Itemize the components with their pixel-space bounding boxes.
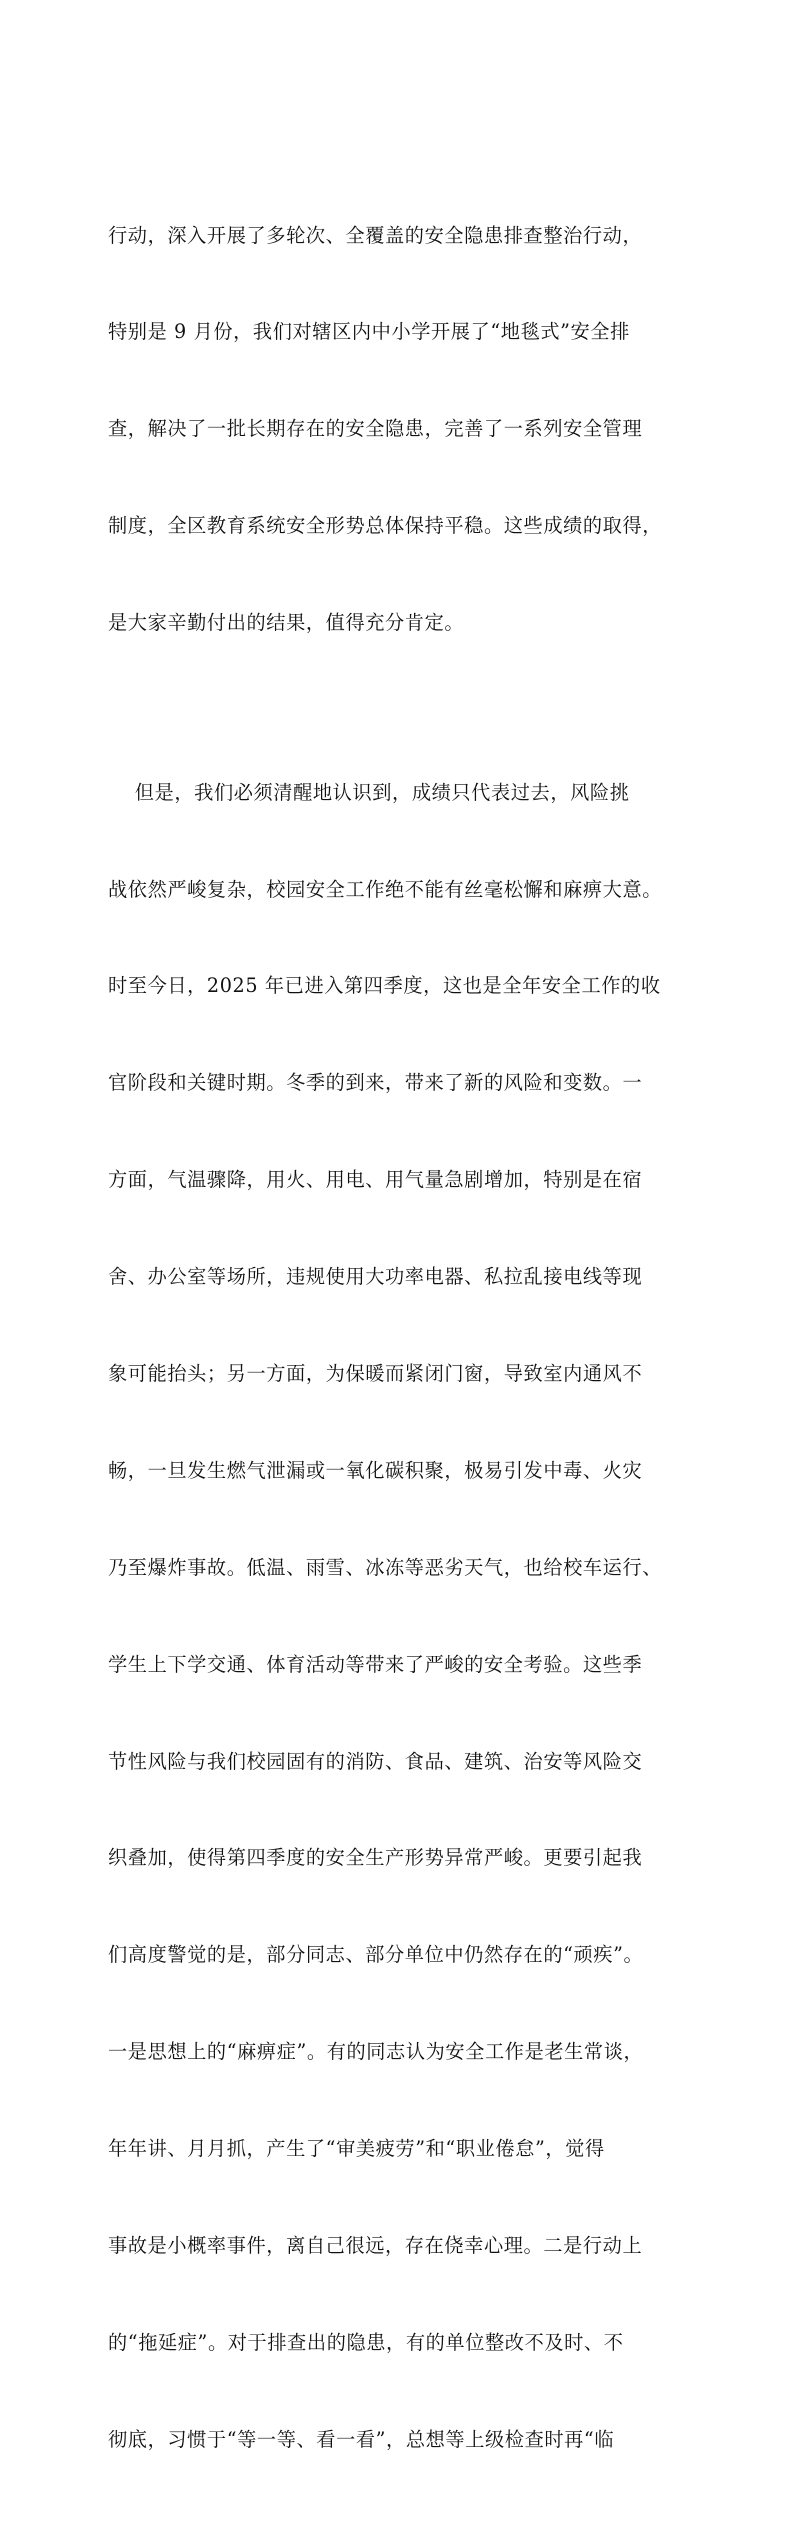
paragraph-line: 是大家辛勤付出的结果，值得充分肯定。 bbox=[108, 611, 465, 635]
paragraph-line: 舍、办公室等场所，违规使用大功率电器、私拉乱接电线等现 bbox=[108, 1265, 643, 1289]
paragraph-line: 畅，一旦发生燃气泄漏或一氧化碳积聚，极易引发中毒、火灾 bbox=[108, 1458, 643, 1482]
paragraph-line: 官阶段和关键时期。冬季的到来，带来了新的风险和变数。一 bbox=[108, 1071, 643, 1095]
paragraph-line: 织叠加，使得第四季度的安全生产形势异常严峻。更要引起我 bbox=[108, 1846, 643, 1870]
paragraph-line: 彻底，习惯于“等一等、看一看”，总想等上级检查时再“临 bbox=[108, 2427, 615, 2451]
paragraph-line: 学生上下学交通、体育活动等带来了严峻的安全考验。这些季 bbox=[108, 1652, 643, 1676]
paragraph-line: 时至今日，2025 年已进入第四季度，这也是全年安全工作的收 bbox=[108, 974, 661, 998]
paragraph-1 bbox=[108, 155, 686, 704]
paragraph-line: 事故是小概率事件，离自己很远，存在侥幸心理。二是行动上 bbox=[108, 2234, 643, 2257]
paragraph-line: 年年讲、月月抓，产生了“审美疲劳”和“职业倦怠”，觉得 bbox=[108, 2137, 605, 2161]
paragraph-line: 制度，全区教育系统安全形势总体保持平稳。这些成绩的取得， bbox=[108, 514, 663, 538]
paragraph-line: 特别是 9 月份，我们对辖区内中小学开展了“地毯式”安全排 bbox=[108, 320, 630, 344]
paragraph-line: 战依然严峻复杂，校园安全工作绝不能有丝毫松懈和麻痹大意。 bbox=[108, 877, 663, 901]
paragraph-line: 象可能抬头；另一方面，为保暖而紧闭门窗，导致室内通风不 bbox=[108, 1361, 643, 1385]
document-body bbox=[108, 155, 686, 2521]
paragraph-line: 方面，气温骤降，用火、用电、用气量急剧增加，特别是在宿 bbox=[108, 1168, 643, 1192]
paragraph-2 bbox=[108, 712, 686, 2521]
paragraph-line: 们高度警觉的是，部分同志、部分单位中仍然存在的“顽疾”。 bbox=[108, 1943, 644, 1967]
paragraph-line: 一是思想上的“麻痹症”。有的同志认为安全工作是老生常谈， bbox=[108, 2040, 644, 2064]
paragraph-line: 乃至爆炸事故。低温、雨雪、冰冻等恶劣天气，也给校车运行、 bbox=[108, 1555, 663, 1579]
paragraph-line: 但是，我们必须清醒地认识到，成绩只代表过去，风险挑 bbox=[108, 780, 630, 804]
paragraph-line: 行动，深入开展了多轮次、全覆盖的安全隐患排查整治行动， bbox=[108, 223, 643, 247]
paragraph-line: 的“拖延症”。对于排查出的隐患，有的单位整改不及时、不 bbox=[108, 2330, 624, 2354]
paragraph-line: 节性风险与我们校园固有的消防、食品、建筑、治安等风险交 bbox=[108, 1749, 643, 1773]
paragraph-line: 查，解决了一批长期存在的安全隐患，完善了一系列安全管理 bbox=[108, 417, 643, 441]
